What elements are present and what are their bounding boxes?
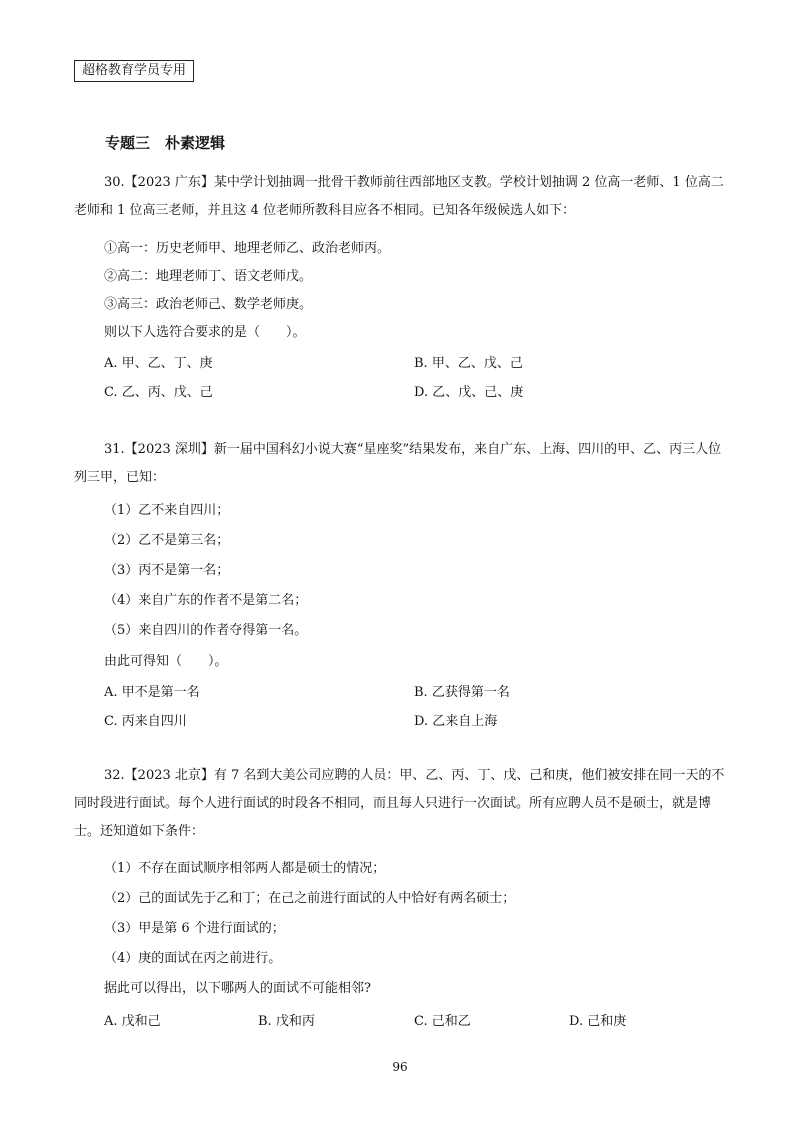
- q32-option-a: A. 戊和己: [104, 1014, 161, 1029]
- q32-option-d: D. 己和庚: [569, 1014, 627, 1029]
- q30-option-a: A. 甲、乙、丁、庚: [104, 356, 213, 371]
- q30-question: 则以下人选符合要求的是（ ）。: [104, 325, 306, 340]
- q31-condition-3: （3）丙不是第一名；: [104, 563, 230, 578]
- q30-condition-2: ②高二：地理老师丁、语文老师戊。: [104, 269, 313, 284]
- q30-condition-3: ③高三：政治老师己、数学老师庚。: [104, 297, 313, 312]
- q32-option-c: C. 己和乙: [414, 1014, 471, 1029]
- q31-option-c: C. 丙来自四川: [104, 714, 187, 729]
- q31-condition-2: （2）乙不是第三名；: [104, 533, 230, 548]
- q31-option-b: B. 乙获得第一名: [414, 685, 510, 700]
- q32-condition-2: （2）己的面试先于乙和丁；在己之前进行面试的人中恰好有两名硕士；: [104, 891, 516, 906]
- q32-condition-4: （4）庚的面试在丙之前进行。: [104, 951, 282, 966]
- q31-condition-1: （1）乙不来自四川；: [104, 503, 230, 518]
- header-label: 超格教育学员专用: [74, 60, 194, 82]
- q30-condition-1: ①高一：历史老师甲、地理老师乙、政治老师丙。: [104, 241, 391, 256]
- q31-question: 由此可得知（ ）。: [104, 654, 228, 669]
- q32-option-b: B. 戊和丙: [258, 1014, 315, 1029]
- q32-condition-1: （1）不存在面试顺序相邻两人都是硕士的情况；: [104, 861, 386, 876]
- section-title: 专题三 朴素逻辑: [105, 134, 226, 152]
- q30-option-b: B. 甲、乙、戊、己: [414, 356, 523, 371]
- q30-stem: 30.【2023 广东】某中学计划抽调一批骨干教师前往西部地区支教。学校计划抽调 2 位高一老师、1 位高二老师和 1 位高三老师，并且这 4 位老师所教科目应各不相同。已知各年级候选人如下：: [74, 175, 724, 218]
- q31-stem: 31.【2023 深圳】新一届中国科幻小说大赛“星座奖”结果发布，来自广东、上海、四川的甲、乙、丙三人位列三甲，已知：: [74, 442, 722, 485]
- q32-condition-3: （3）甲是第 6 个进行面试的；: [104, 921, 285, 936]
- q31-option-d: D. 乙来自上海: [414, 714, 498, 729]
- q31-condition-5: （5）来自四川的作者夺得第一名。: [104, 623, 308, 638]
- q30-option-c: C. 乙、丙、戊、己: [104, 385, 213, 400]
- q30-option-d: D. 乙、戊、己、庚: [414, 385, 524, 400]
- q31-condition-4: （4）来自广东的作者不是第二名；: [104, 593, 308, 608]
- q31-option-a: A. 甲不是第一名: [104, 685, 200, 700]
- q32-stem: 32.【2023 北京】有 7 名到大美公司应聘的人员：甲、乙、丙、丁、戊、己和庚，他们被安排在同一天的不同时段进行面试。每个人进行面试的时段各不相同，而且每人只进行一次面试。所有应聘人员不是硕士，就是博士。还知道如下条件：: [74, 768, 725, 839]
- q32-question: 据此可以得出，以下哪两人的面试不可能相邻?: [104, 981, 371, 996]
- page-number: 96: [392, 1060, 408, 1074]
